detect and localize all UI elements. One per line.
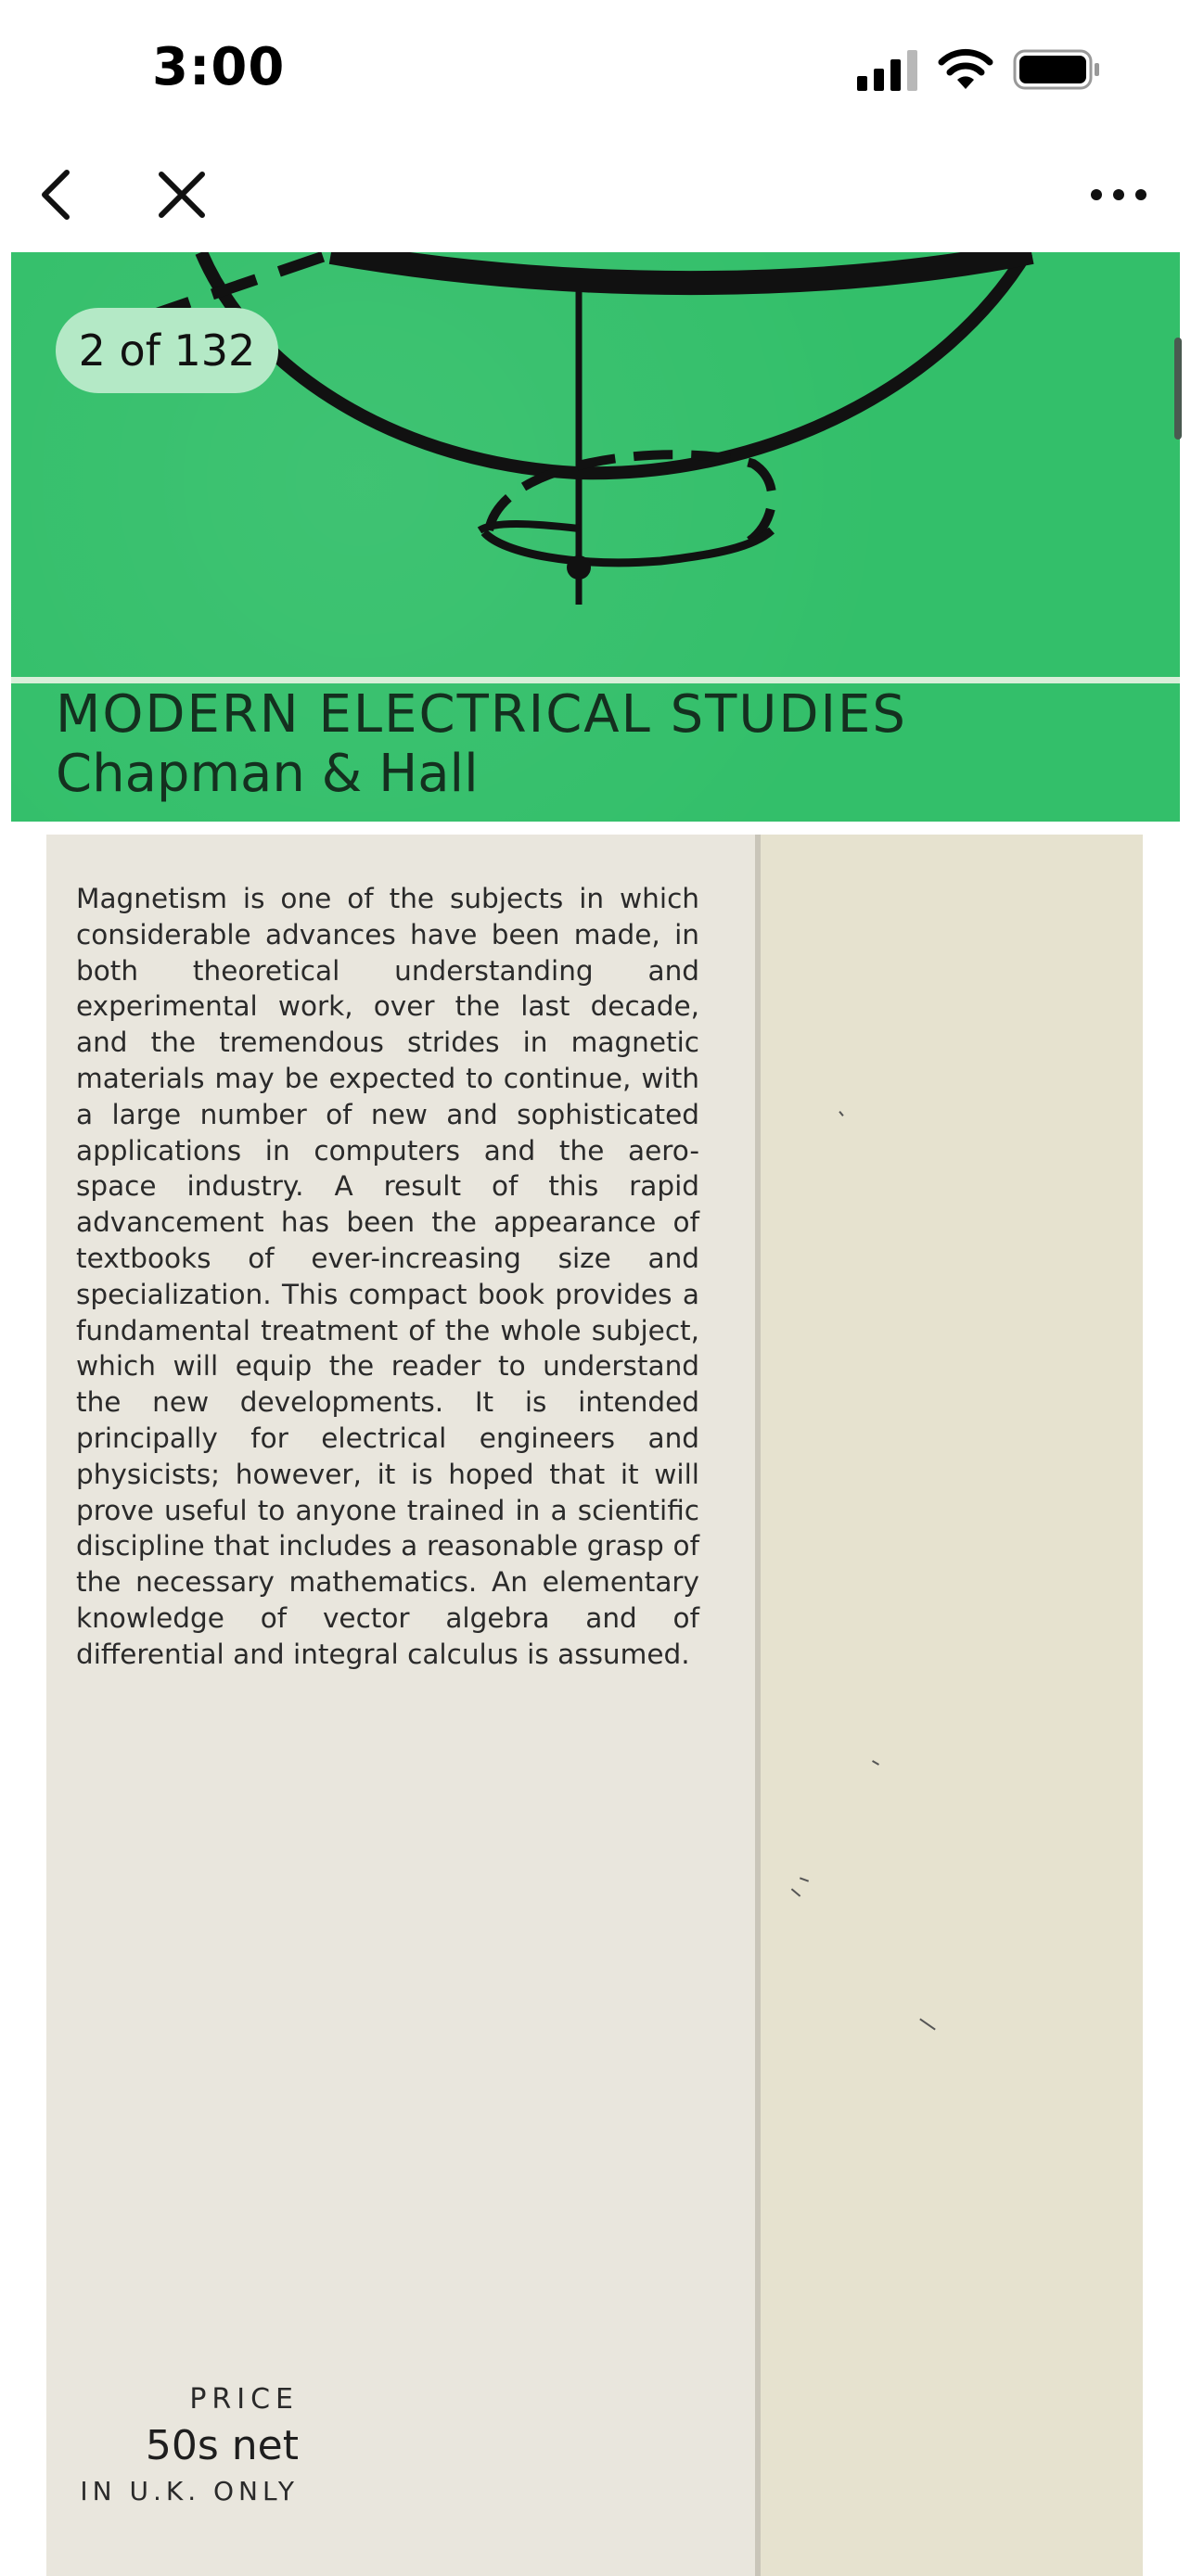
page-fold [755,835,761,2576]
back-cover-flap [761,835,1143,2576]
back-cover-page [46,835,1143,2576]
close-icon [156,169,208,221]
more-horizontal-icon [1089,187,1148,202]
cellular-signal-icon [857,48,918,91]
price-note: IN U.K. ONLY [80,2476,299,2506]
nav-bar [0,139,1191,254]
cover-publisher: Chapman & Hall [56,744,479,804]
cover-series-title: MODERN ELECTRICAL STUDIES [56,684,907,745]
document-viewer[interactable] [0,252,1191,2576]
paper-speck [919,2018,936,2030]
back-cover-panel [46,835,761,2576]
wifi-icon [937,46,994,91]
page-indicator: 2 of 132 [56,308,278,393]
cover-divider [11,677,1180,683]
more-options-button[interactable] [1082,158,1156,232]
price-label: PRICE [189,2383,299,2416]
paper-speck [839,1111,843,1116]
chevron-left-icon [37,167,74,223]
back-cover-blurb: Magnetism is one of the subjects in which considerable advances have been made, in both theoretical understanding and experimental work, over the last decade, and the tremendous strides in magnetic materials may be expected to continue, with a large number of new and sophisticated applications in computers and the aero-space industry. A result of this rapid advancement has been the appearance of textbooks of ever-increasing size and specialization. This compact book provides a fundamental treatment of the whole subject, which will equip the reader to understand the new developments. It is intended principally for electrical engineers and physicists; however, it is hoped that it will prove useful to anyone trained in a scientific discipline that includes a reasonable grasp of the necessary mathematics. An elementary knowledge of vector algebra and of differential and integral calculus is assumed. [76,883,699,1670]
status-bar [0,0,1191,139]
paper-speck [800,1877,809,1881]
status-time: 3:00 [152,37,286,97]
battery-icon [1013,48,1102,91]
price-value: 50s net [145,2422,299,2469]
scrollbar-thumb[interactable] [1174,338,1182,440]
paper-speck [791,1888,800,1896]
paper-speck [872,1760,879,1766]
close-button[interactable] [145,158,219,232]
back-button[interactable] [19,158,93,232]
